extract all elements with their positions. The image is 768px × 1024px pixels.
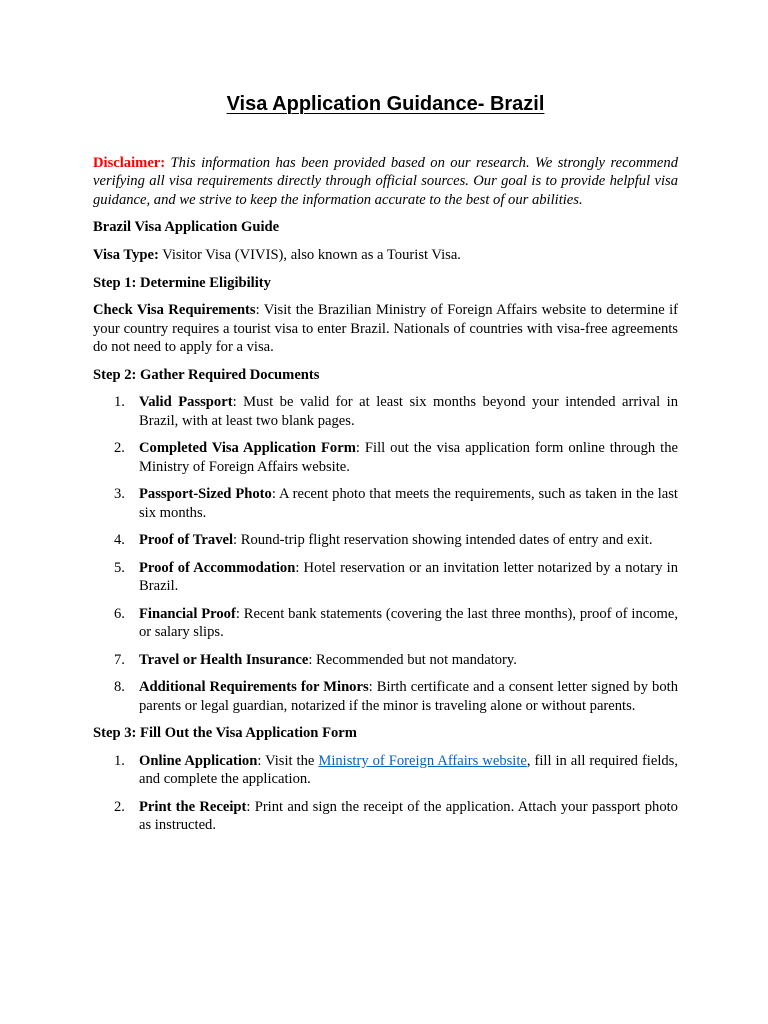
visa-type-label: Visa Type: — [93, 247, 159, 263]
list-item-number: 7. — [114, 651, 125, 668]
ministry-website-link[interactable]: Ministry of Foreign Affairs website — [318, 752, 527, 769]
list-item-label: Completed Visa Application Form — [139, 440, 356, 457]
list-item-text: : Recommended but not mandatory. — [308, 651, 517, 668]
list-item — [93, 531, 678, 549]
list-item-text: : Visit the — [257, 752, 319, 769]
list-item — [93, 752, 678, 789]
list-item-label: Proof of Travel — [139, 532, 234, 549]
step3-list — [93, 752, 678, 835]
list-item — [93, 605, 678, 642]
list-item-text: : Hotel reservation or an invitation letter notarized by a notary in Brazil. — [139, 559, 678, 595]
list-item-label: Proof of Accommodation — [139, 559, 296, 576]
visa-type-text: Visitor Visa (VIVIS), also known as a Tourist Visa. — [158, 247, 461, 263]
step2-heading-text: Step 2: Gather Required Documents — [93, 366, 320, 383]
step2-list — [93, 393, 678, 715]
list-item — [93, 559, 678, 596]
list-item-label: Valid Passport — [139, 394, 233, 411]
list-item-label: Online Application — [139, 752, 258, 769]
guide-heading — [93, 218, 678, 236]
list-item-text: : A recent photo that meets the requirements, such as taken in the last six months. — [139, 486, 678, 521]
document-title-text: Visa Application Guidance- Brazil — [226, 93, 545, 115]
list-item-text: : Recent bank statements (covering the last three months), proof of income, or salary slips. — [139, 605, 678, 641]
step3-heading — [93, 724, 678, 742]
list-item-text: : Must be valid for at least six months beyond your intended arrival in Brazil, with at least two blank pages. — [139, 394, 678, 429]
list-item — [93, 678, 678, 715]
step1-text: : Visit the Brazilian Ministry of Foreign Affairs website to determine if your country requires a tourist visa to enter Brazil. Nationals of countries with visa-free agreements do not need to apply for a visa. — [93, 302, 679, 355]
list-item-text: : Birth certificate and a consent letter signed by both parents or legal guardian, notarized if the minor is traveling alone or without parents. — [139, 679, 678, 714]
list-item — [93, 393, 678, 430]
guide-heading-text: Brazil Visa Application Guide — [93, 219, 280, 236]
list-item-number: 8. — [114, 679, 125, 696]
list-item-label: Additional Requirements for Minors — [139, 679, 369, 696]
list-item-text: , fill in all required fields, and complete the application. — [139, 752, 679, 788]
list-item — [93, 798, 678, 835]
list-item-label: Travel or Health Insurance — [139, 651, 309, 668]
list-item-number: 5. — [114, 559, 125, 576]
visa-type-paragraph — [93, 246, 678, 264]
list-item-number: 2. — [114, 440, 125, 457]
step3-heading-text: Step 3: Fill Out the Visa Application Form — [93, 725, 357, 742]
list-item-label: Print the Receipt — [139, 798, 247, 815]
list-item — [93, 439, 678, 476]
list-item-number: 6. — [114, 605, 125, 622]
list-item-number: 1. — [114, 752, 125, 769]
list-item-number: 1. — [114, 394, 125, 411]
step1-heading-text: Step 1: Determine Eligibility — [93, 274, 271, 291]
step2-heading — [93, 366, 678, 384]
disclaimer-label: Disclaimer: — [93, 155, 166, 171]
list-item-text: : Fill out the visa application form online through the Ministry of Foreign Affairs website. — [139, 440, 678, 475]
list-item-text: : Round-trip flight reservation showing intended dates of entry and exit. — [233, 532, 653, 549]
disclaimer-paragraph — [93, 154, 678, 209]
list-item-text: : Print and sign the receipt of the application. Attach your passport photo as instructed. — [139, 798, 678, 834]
list-item-number: 4. — [114, 532, 125, 549]
document-title — [93, 90, 678, 118]
list-item — [93, 651, 678, 669]
list-item-label: Passport-Sized Photo — [139, 486, 272, 503]
step1-label: Check Visa Requirements — [93, 302, 256, 319]
disclaimer-text: This information has been provided based on our research. We strongly recommend verifying all visa requirements directly through official sources. Our goal is to provide helpful visa guidance, and we strive to keep the information accurate to the best of our abilities. — [93, 155, 678, 208]
document-body — [93, 154, 678, 844]
list-item-number: 3. — [114, 486, 125, 503]
step1-paragraph — [93, 301, 678, 356]
step1-heading — [93, 274, 678, 292]
list-item-number: 2. — [114, 798, 125, 815]
list-item-label: Financial Proof — [139, 605, 236, 622]
list-item — [93, 485, 678, 522]
